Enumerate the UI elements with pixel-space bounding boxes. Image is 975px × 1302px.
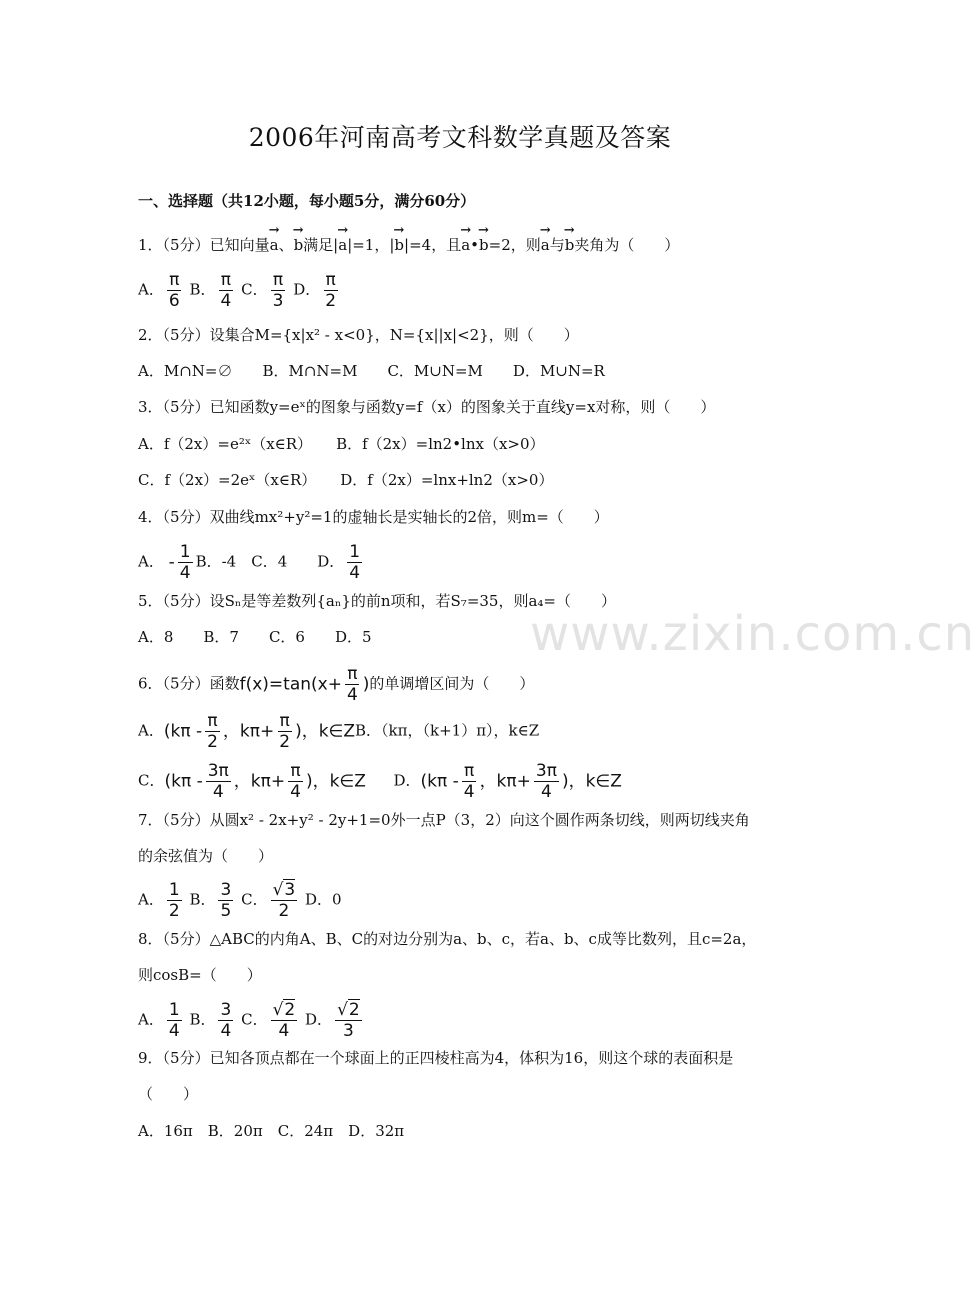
fraction: $\frac{\pi}{4}$ bbox=[463, 761, 475, 802]
question-8-stem-line-1: 8．（5分）△ABC的内角A、B、C的对边分别为a、b、c，若a、b、c成等比数列，且c=2a， bbox=[138, 930, 757, 948]
fraction: $\frac{3\pi}{4}$ bbox=[207, 761, 229, 802]
fraction: $\frac{\pi}{2}$ bbox=[325, 270, 337, 311]
fraction: $\frac{\pi}{2}$ bbox=[279, 711, 291, 752]
question-4-options: A． - $\frac{1}{4}$ B．-4 C．4 D． $\frac{1}{4}$ bbox=[138, 542, 361, 583]
question-6-options-ab: A．(kπ - $\frac{\pi}{2}$ ，kπ+ $\frac{\pi}{2}$ )，k∈ZB．（kπ，（k+1）π），k∈Z bbox=[138, 711, 540, 752]
fraction: $\frac{√3}{2}$ bbox=[272, 880, 296, 921]
fraction: $\frac{√2}{3}$ bbox=[337, 1000, 360, 1041]
fraction: $\frac{3}{4}$ bbox=[220, 1000, 232, 1041]
question-6-stem: 6．（5分）函数f(x)=tan(x+ $\frac{\pi}{4}$ )的单调增区间为（ ） bbox=[138, 664, 535, 705]
fraction: $\frac{√2}{4}$ bbox=[272, 1000, 296, 1041]
vector-a: → a bbox=[270, 233, 279, 257]
fraction: $\frac{1}{4}$ bbox=[349, 542, 361, 583]
fraction: $\frac{3\pi}{4}$ bbox=[535, 761, 557, 802]
question-3-stem: 3．（5分）已知函数y=eˣ的图象与函数y=f（x）的图象关于直线y=x对称，则（ ） bbox=[138, 398, 716, 416]
section-heading: 一、选择题（共12小题，每小题5分，满分60分） bbox=[138, 192, 476, 210]
question-9-stem-line-1: 9．（5分）已知各顶点都在一个球面上的正四棱柱高为4，体积为16，则这个球的表面积是 bbox=[138, 1049, 734, 1067]
question-4-stem: 4．（5分）双曲线mx²+y²=1的虚轴长是实轴长的2倍，则m=（ ） bbox=[138, 508, 609, 526]
vector-b: → b bbox=[294, 233, 304, 257]
fraction: $\frac{1}{2}$ bbox=[168, 880, 180, 921]
fraction: $\frac{1}{4}$ bbox=[179, 542, 191, 583]
fraction: $\frac{\pi}{4}$ bbox=[220, 270, 232, 311]
fraction: $\frac{1}{4}$ bbox=[168, 1000, 180, 1041]
question-7-stem-line-1: 7．（5分）从圆x² - 2x+y² - 2y+1=0外一点P（3，2）向这个圆作两条切线，则两切线夹角 bbox=[138, 811, 750, 829]
fraction: $\frac{3}{5}$ bbox=[220, 880, 232, 921]
question-9-stem-line-2: （ ） bbox=[138, 1085, 199, 1103]
fraction: $\frac{\pi}{4}$ bbox=[290, 761, 301, 802]
question-5-options: A．8 B．7 C．6 D．5 bbox=[138, 628, 372, 646]
question-3-options-ab: A．f（2x）=e²ˣ（x∈R） B．f（2x）=ln2•lnx（x>0） bbox=[138, 435, 545, 453]
question-7-options: A． $\frac{1}{2}$ B． $\frac{3}{5}$ C． $\frac{√3}{2}$ D．0 bbox=[138, 880, 342, 921]
question-9-options: A．16π B．20π C．24π D．32π bbox=[138, 1122, 405, 1140]
page-title: 2006年河南高考文科数学真题及答案 bbox=[248, 123, 672, 152]
fraction: $\frac{\pi}{4}$ bbox=[346, 664, 358, 705]
question-3-options-cd: C．f（2x）=2eˣ（x∈R） D．f（2x）=lnx+ln2（x>0） bbox=[138, 471, 554, 489]
question-8-stem-line-2: 则cosB=（ ） bbox=[138, 966, 262, 984]
question-1-options: A． $\frac{\pi}{6}$ B． $\frac{\pi}{4}$ C． $\frac{\pi}{3}$ D． $\frac{\pi}{2}$ bbox=[138, 270, 337, 311]
question-1-stem: 1．（5分）已知向量→ a、→ b满足|→ a|=1，|→ b|=4，且→ a•→ b=2，则→ a与→ b夹角为（ ） bbox=[138, 233, 679, 257]
question-2-stem: 2．（5分）设集合M={x|x² - x<0}，N={x||x|<2}，则（ ） bbox=[138, 326, 579, 344]
fraction: $\frac{\pi}{3}$ bbox=[272, 270, 284, 311]
watermark: www.zixin.com.cn bbox=[530, 606, 975, 662]
question-8-options: A． $\frac{1}{4}$ B． $\frac{3}{4}$ C． $\frac{√2}{4}$ D． $\frac{√2}{3}$ bbox=[138, 1000, 360, 1041]
question-7-stem-line-2: 的余弦值为（ ） bbox=[138, 847, 274, 865]
question-5-stem: 5．（5分）设Sₙ是等差数列{aₙ}的前n项和，若S₇=35，则a₄=（ ） bbox=[138, 592, 617, 610]
question-2-options: A．M∩N=∅ B．M∩N=M C．M∪N=M D．M∪N=R bbox=[138, 362, 605, 380]
fraction: $\frac{\pi}{6}$ bbox=[168, 270, 180, 311]
fraction: $\frac{\pi}{2}$ bbox=[207, 711, 218, 752]
question-6-options-cd: C．(kπ - $\frac{3\pi}{4}$ ，kπ+ $\frac{\pi}{4}$ )，k∈Z D．(kπ - $\frac{\pi}{4}$ ，kπ+ $\frac{3\pi}{4}$ )，k∈Z bbox=[138, 761, 622, 802]
